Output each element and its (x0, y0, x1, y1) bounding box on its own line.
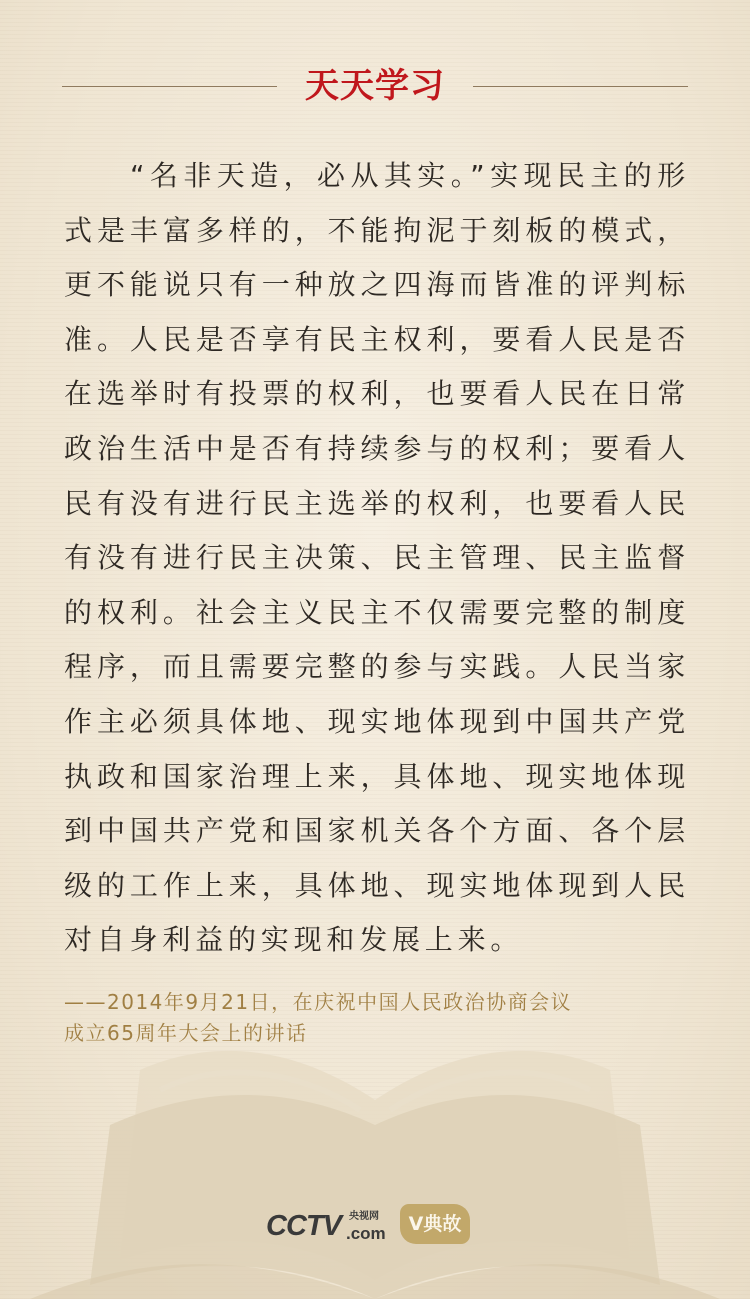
cctv-logo-cn: 央视网 (349, 1211, 379, 1222)
v-diangu-badge: V典故 (400, 1204, 470, 1244)
cctv-logo-text: CCTV (266, 1210, 341, 1242)
page-title: 天天学习 (305, 66, 445, 106)
header-divider-left (62, 86, 277, 87)
cctv-logo (266, 1210, 396, 1250)
header (62, 56, 688, 116)
source-line-1: ——2014年9月21日，在庆祝中国人民政治协商会议 (64, 990, 573, 1014)
footer-logos (266, 1204, 496, 1252)
quote-source (64, 987, 704, 1049)
header-divider-right (473, 86, 688, 87)
quote-text: “名非天造，必从其实。”实现民主的形式是丰富多样的，不能拘泥于刻板的模式，更不能说只有一种放之四海而皆准的评判标准。人民是否享有民主权利，要看人民是否在选举时有投票的权利，也要看人民在日常政治生活中是否有持续参与的权利；要看人民有没有进行民主选举的权利，也要看人民有没有进行民主决策、民主管理、民主监督的权利。社会主义民主不仅需要完整的制度程序，而且需要完整的参与实践。人民当家作主必须具体地、现实地体现到中国共产党执政和国家治理上来，具体地、现实地体现到中国共产党和国家机关各个方面、各个层级的工作上来，具体地、现实地体现到人民对自身利益的实现和发展上来。 (64, 159, 690, 957)
cctv-logo-com: .com (346, 1224, 386, 1243)
open-book-illustration (0, 1030, 750, 1299)
source-line-2: 成立65周年大会上的讲话 (64, 1021, 308, 1045)
